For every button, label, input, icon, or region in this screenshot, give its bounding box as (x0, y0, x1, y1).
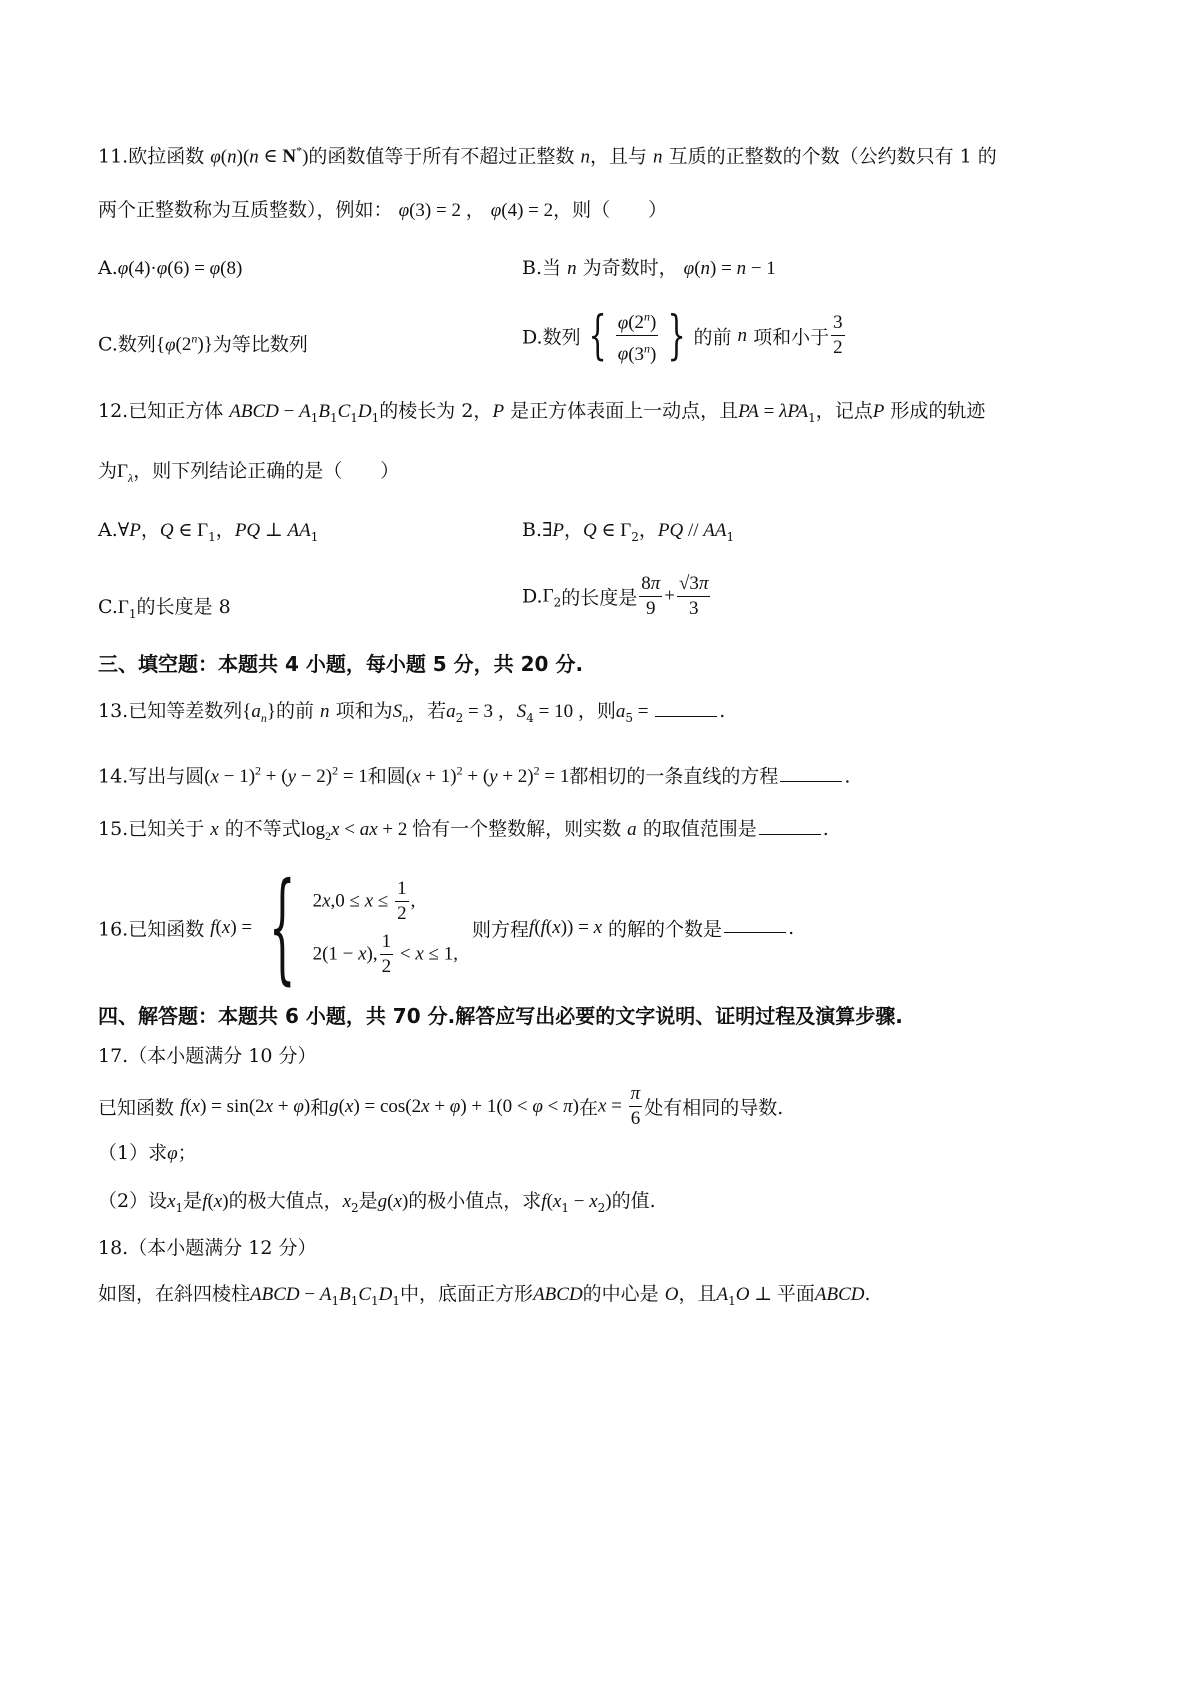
q12-stem-line2: 为$\Gamma_\lambda$，则下列结论正确的是（ ） (98, 460, 400, 485)
q11-option-c: C.数列{φ(2$^n$)}为等比数列 (98, 332, 308, 356)
q15-answer-blank[interactable] (759, 833, 821, 835)
q12-option-b: B.∃P，Q ∈ $\Gamma_2$，PQ // $AA_1$ (522, 519, 735, 544)
q18-header: 18.（本小题满分 12 分） (98, 1237, 317, 1259)
q17-stem: 已知函数 f(x) = sin(2x + φ)和g(x) = cos(2x + φ) + 1(0 < φ < π)在x = $\frac{\pi}{6}$ 处有相同的导数. (98, 1083, 784, 1129)
q12-option-c: $C.\Gamma_1$的长度是 8 (98, 596, 231, 621)
q11-option-b: B.当 n 为奇数时， φ(n) = n − 1 (522, 257, 776, 279)
q11-label: 11.欧拉函数 (98, 145, 205, 168)
q12-stem-line1: 12.已知正方体 ABCD − $A_1B_1C_1D_1$的棱长为 2，P 是正方体表面上一动点，且PA = λPA$_1$，记点P 形成的轨迹 (98, 400, 986, 425)
q14: 14.写出与圆$(x - 1)^2 + (y - 2)^2 = 1$和圆$(x + 1)^2 + (y + 2)^2 = 1$都相切的一条直线的方程 . (98, 764, 851, 788)
q11-stem-line1: 11.欧拉函数 φ(n)(n ∈ N*)的函数值等于所有不超过正整数 n，且与 n 互质的正整数的个数（公约数只有 1 的 (98, 144, 997, 168)
q15: 15.已知关于 x 的不等式$\log_2x$ < ax + 2 恰有一个整数解，则实数 a 的取值范围是 . (98, 818, 829, 843)
q11-option-a: A.φ(4)·φ(6) = φ(8) (98, 257, 243, 279)
q16-answer-blank[interactable] (724, 931, 786, 933)
q11-stem-line2: 两个正整数称为互质整数），例如： φ(3) = 2 ， φ(4) = 2，则（ ） (98, 199, 668, 221)
q11-option-d: D.数列 { $\frac{\varphi(2^n)}{\varphi(3^n)}$ } 的前 n 项和小于 $\frac{3}{2}$ (522, 305, 843, 366)
q17-header: 17.（本小题满分 10 分） (98, 1045, 317, 1067)
q13-answer-blank[interactable] (655, 715, 717, 717)
q17-part2: （2）设$x_1$是f(x)的极大值点，$x_2$是g(x)的极小值点，求$f(x_1 - x_2)$的值. (98, 1190, 656, 1215)
q16-piecewise: 2x,0 ≤ x ≤ $\frac{1}{2}$ , 2(1 − x), $\frac{1}{2}$ < x ≤ 1, (312, 878, 458, 977)
section-4-title: 四、解答题：本题共 6 小题，共 70 分.解答应写出必要的文字说明、证明过程及演算步骤. (98, 1004, 903, 1028)
section-3-title: 三、填空题：本题共 4 小题，每小题 5 分，共 20 分. (98, 652, 584, 676)
q13: 13.已知等差数列$\{a_n\}$的前 n 项和为$S_n$，若$a_2 = 3$ ，$S_4 = 10$ ，则$a_5$ = . (98, 700, 726, 725)
q18-stem: 如图，在斜四棱柱ABCD − $A_1B_1C_1D_1$中，底面正方形ABCD的中心是 O，且$A_1O$ ⊥ 平面ABCD. (98, 1283, 871, 1308)
q12-option-a: A.∀P，Q ∈ $\Gamma_1$，PQ ⊥ $AA_1$ (98, 519, 319, 544)
q17-part1: （1）求φ； (98, 1142, 197, 1164)
q14-answer-blank[interactable] (780, 780, 842, 782)
q16: 16.已知函数 f(x) = { 2x,0 ≤ x ≤ $\frac{1}{2}$ , 2(1 − x), $\frac{1}{2}$ < x ≤ 1, 则方程f(f(x)) = x 的解的个数是 . (98, 858, 795, 997)
q12-option-d: $D.\Gamma_2$的长度是 $\frac{8\pi}{9}$ + $\frac{√3\pi}{3}$ (522, 573, 709, 619)
